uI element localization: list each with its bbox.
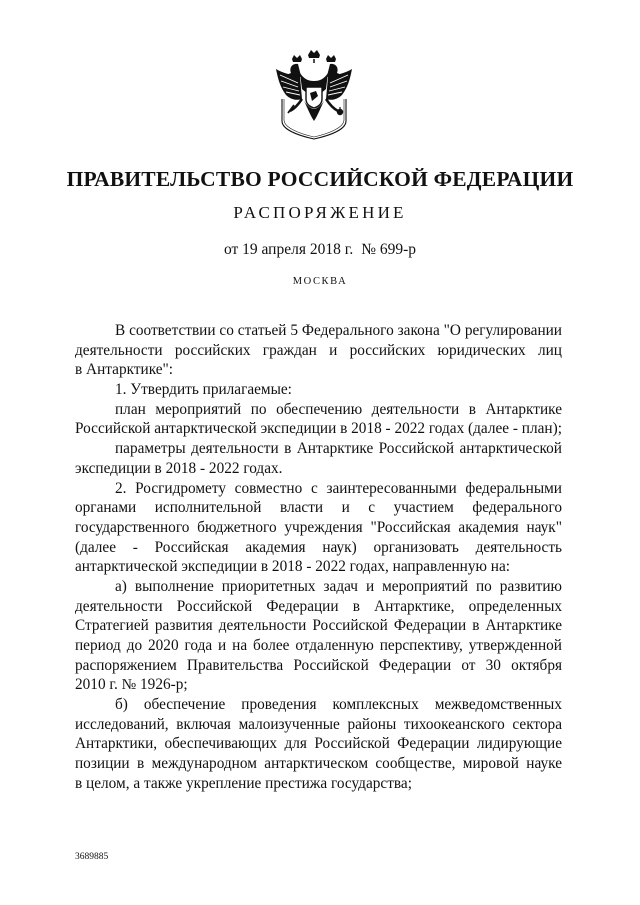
body-line: В соответствии со статьей 5 Федерального закона "О регулировании	[115, 322, 562, 339]
body-line: органами исполнительной власти и с участием федерального	[75, 499, 562, 517]
body-line: параметры деятельности в Антарктике Российской антарктической	[115, 440, 562, 458]
body-line: в Антарктике":	[75, 361, 174, 379]
body-line: (далее - Российская академия наук) организовать деятельность	[75, 538, 562, 556]
document-number: № 699-р	[361, 241, 417, 258]
body-line: исследований, включая малоизученные районы тихоокеанского сектора	[75, 715, 562, 733]
body-line: Стратегией развития деятельности Российской Федерации в Антарктике	[75, 617, 562, 635]
document-type: РАСПОРЯЖЕНИЕ	[233, 203, 407, 222]
body-line: 2010 г. № 1926-р;	[75, 676, 188, 694]
body-line: деятельности Российской Федерации в Антарктике, определенных	[75, 597, 562, 615]
body-line: 2. Росгидромету совместно с заинтересованными федеральными	[115, 479, 562, 497]
body-line: период до 2020 года и на более отдаленную перспективу, утвержденной	[75, 637, 562, 654]
body-line: позиции в международном антарктическом сообществе, мировой науке	[75, 755, 562, 773]
body-line: Российской антарктической экспедиции в 2018 - 2022 годах (далее - план);	[75, 420, 562, 438]
body-line: антарктической экспедиции в 2018 - 2022 годах, направленную на:	[75, 558, 510, 576]
body-line: а) выполнение приоритетных задач и мероприятий по развитию	[115, 577, 562, 595]
body-line: экспедиции в 2018 - 2022 годах.	[75, 459, 283, 477]
document-body	[75, 321, 562, 794]
document-id: 3689885	[75, 852, 109, 862]
body-line: в целом, а также укрепление престижа государства;	[75, 774, 412, 792]
body-line: деятельности российских граждан и российских юридических лиц	[75, 341, 562, 359]
body-line: план мероприятий по обеспечению деятельности в Антарктике	[115, 400, 562, 418]
body-line: распоряжением Правительства Российской Федерации от 30 октября	[75, 656, 562, 674]
government-title: ПРАВИТЕЛЬСТВО РОССИЙСКОЙ ФЕДЕРАЦИИ	[66, 167, 574, 191]
body-line: государственного бюджетного учреждения "Российская академия наук"	[75, 518, 562, 536]
document-date: от 19 апреля 2018 г.	[223, 241, 354, 258]
body-line: 1. Утвердить прилагаемые:	[115, 381, 292, 399]
body-line: б) обеспечение проведения комплексных межведомственных	[115, 696, 562, 714]
coat-of-arms-icon	[272, 49, 356, 141]
document-city: МОСКВА	[292, 276, 348, 287]
document-date-line	[0, 241, 640, 259]
body-line: Антарктики, обеспечивающих для Российской Федерации лидирующие	[75, 735, 562, 753]
